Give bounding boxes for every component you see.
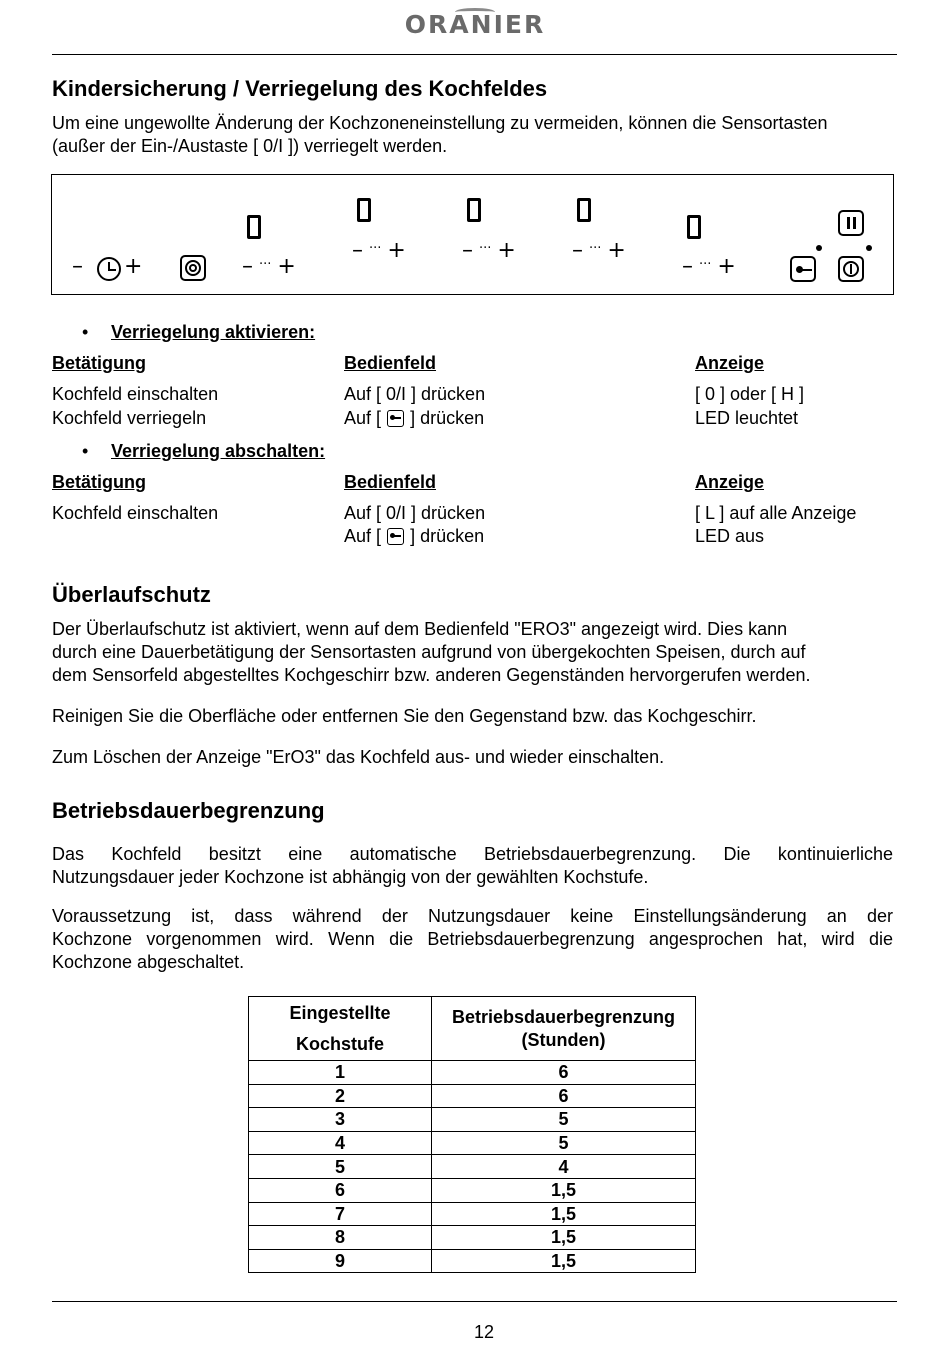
table-row: [249, 1226, 696, 1250]
section-title-time-limit: Betriebsdauerbegrenzung: [52, 798, 325, 823]
page-number: 12: [473, 1322, 495, 1342]
table-cell-hours: 4: [432, 1155, 696, 1179]
activate-row-1-action: Kochfeld einschalten: [52, 384, 219, 404]
table-cell-hours: 1,5: [432, 1249, 696, 1273]
header-display: Anzeige: [695, 472, 765, 492]
child-lock-intro-line-1: Um eine ungewollte Änderung der Kochzoneneinstellung zu vermeiden, können die Sensortasten: [52, 113, 828, 133]
limit-paragraph-2-line-3: Kochzone abgeschaltet.: [52, 952, 245, 972]
deactivate-row-1-display: [ L ] auf alle Anzeige: [695, 503, 857, 523]
table-cell-level: 3: [249, 1108, 432, 1132]
table-row: [249, 1178, 696, 1202]
activate-lock-title: Verriegelung aktivieren:: [111, 322, 316, 342]
overflow-paragraph-1-line-3: dem Sensorfeld abgestelltes Kochgeschirr bzw. anderen Gegenständen hervorgerufen werden.: [52, 665, 811, 685]
table-row: [249, 1061, 696, 1085]
limit-paragraph-1-line-2: Nutzungsdauer jeder Kochzone ist abhängig von der gewählten Kochstufe.: [52, 867, 649, 887]
activate-row-2-action: Kochfeld verriegeln: [52, 408, 207, 428]
table-header-level: Eingestellte Kochstufe: [249, 997, 432, 1061]
table-cell-level: 1: [249, 1061, 432, 1085]
lock-key-icon: [387, 528, 404, 545]
table-row: [249, 1108, 696, 1132]
lock-led: [816, 245, 822, 251]
table-cell-hours: 6: [432, 1084, 696, 1108]
limit-paragraph-2-line-2: Kochzone vorgenommen wird. Wenn die Betriebsdauerbegrenzung angesprochen hat, wird die: [52, 929, 893, 949]
table-row: [249, 1084, 696, 1108]
bullet: •: [82, 441, 89, 461]
bullet: •: [82, 322, 89, 342]
table-header-row: [249, 997, 696, 1061]
table-cell-level: 7: [249, 1202, 432, 1226]
deactivate-row-2-panel: Auf [ ] drücken: [344, 526, 485, 546]
child-lock-intro-line-2: (außer der Ein-/Austaste [ 0/I ]) verriegelt werden.: [52, 136, 448, 156]
timer-minus: –: [72, 254, 83, 279]
activate-row-2-display: LED leuchtet: [695, 408, 799, 428]
overflow-paragraph-1-line-1: Der Überlaufschutz ist aktiviert, wenn auf dem Bedienfeld "ERO3" angezeigt wird. Dies kann: [52, 619, 788, 639]
table-header-hours: Betriebsdauerbegrenzung (Stunden): [432, 997, 696, 1061]
table-cell-hours: 6: [432, 1061, 696, 1085]
table-cell-level: 9: [249, 1249, 432, 1273]
brand-logo: ORANIER: [404, 10, 546, 39]
zone-4-display: [577, 198, 591, 222]
table-cell-hours: 5: [432, 1108, 696, 1132]
activate-row-1-display: [ 0 ] oder [ H ]: [695, 384, 805, 404]
activate-row-1-panel: Auf [ 0/I ] drücken: [344, 384, 486, 404]
table-cell-level: 4: [249, 1131, 432, 1155]
pause-icon: [838, 210, 864, 236]
zone-3-slider: – ··· +: [462, 238, 516, 263]
table-row: [249, 1249, 696, 1273]
time-limit-table: [248, 996, 696, 1273]
limit-paragraph-1-line-1: Das Kochfeld besitzt eine automatische Betriebsdauerbegrenzung. Die kontinuierliche: [52, 844, 893, 864]
header-panel: Bedienfeld: [344, 353, 437, 373]
zone-3-display: [467, 198, 481, 222]
zone-5-display: [687, 215, 701, 239]
zone-1-display: [247, 215, 261, 239]
header-rule: [52, 54, 897, 55]
power-icon: [838, 256, 864, 282]
header-display: Anzeige: [695, 353, 765, 373]
table-row: [249, 1131, 696, 1155]
table-cell-hours: 1,5: [432, 1226, 696, 1250]
zone-1-slider: – ··· +: [242, 254, 296, 279]
table-cell-level: 2: [249, 1084, 432, 1108]
limit-paragraph-2-line-1: Voraussetzung ist, dass während der Nutzungsdauer keine Einstellungsänderung an der: [52, 906, 893, 926]
table-cell-level: 8: [249, 1226, 432, 1250]
zone-2-slider: – ··· +: [352, 238, 406, 263]
activate-row-2-panel: Auf [ ] drücken: [344, 408, 485, 428]
deactivate-row-1-action: Kochfeld einschalten: [52, 503, 219, 523]
lock-key-icon: [387, 410, 404, 427]
power-led: [866, 245, 872, 251]
table-cell-hours: 1,5: [432, 1202, 696, 1226]
zone-selector-icon: [180, 255, 206, 281]
table-row: [249, 1202, 696, 1226]
table-row: [249, 1155, 696, 1179]
deactivate-lock-title: Verriegelung abschalten:: [111, 441, 326, 461]
table-cell-hours: 5: [432, 1131, 696, 1155]
header-action: Betätigung: [52, 353, 146, 373]
table-cell-hours: 1,5: [432, 1178, 696, 1202]
timer-icon: [97, 257, 121, 281]
header-panel: Bedienfeld: [344, 472, 437, 492]
zone-4-slider: – ··· +: [572, 238, 626, 263]
table-cell-level: 5: [249, 1155, 432, 1179]
deactivate-row-2-display: LED aus: [695, 526, 765, 546]
overflow-paragraph-2: Reinigen Sie die Oberfläche oder entfernen Sie den Gegenstand bzw. das Kochgeschirr.: [52, 706, 757, 726]
zone-5-slider: – ··· +: [682, 254, 736, 279]
overflow-paragraph-3: Zum Löschen der Anzeige "ErO3" das Kochfeld aus- und wieder einschalten.: [52, 747, 665, 767]
section-title-overflow: Überlaufschutz: [52, 582, 211, 607]
zone-2-display: [357, 198, 371, 222]
footer-rule: [52, 1301, 897, 1302]
deactivate-row-1-panel: Auf [ 0/I ] drücken: [344, 503, 486, 523]
timer-plus: +: [124, 254, 143, 279]
control-panel-diagram: [51, 174, 894, 295]
section-title-child-lock: Kindersicherung / Verriegelung des Kochfeldes: [52, 76, 548, 101]
overflow-paragraph-1-line-2: durch eine Dauerbetätigung der Sensortasten aufgrund von übergekochten Speisen, durch auf: [52, 642, 806, 662]
table-cell-level: 6: [249, 1178, 432, 1202]
header-action: Betätigung: [52, 472, 146, 492]
lock-key-icon: [790, 256, 816, 282]
